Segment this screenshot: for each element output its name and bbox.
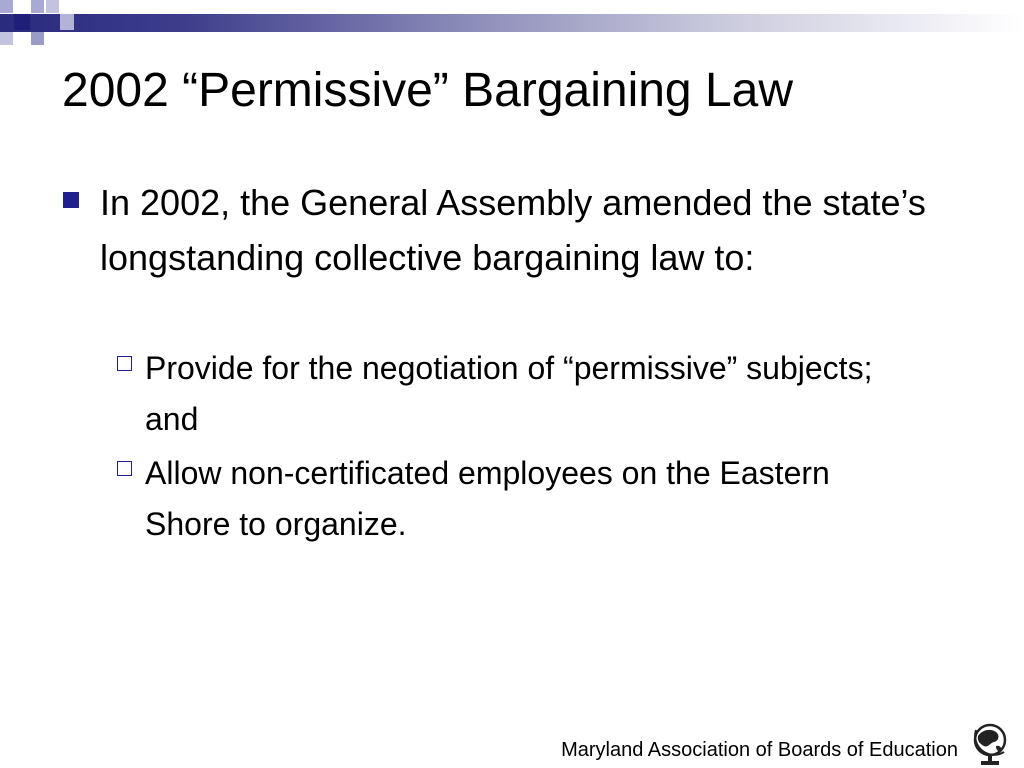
globe-icon bbox=[970, 722, 1010, 766]
bullet-item bbox=[63, 175, 953, 285]
hollow-square-bullet-icon bbox=[117, 461, 132, 476]
sub-bullet-item bbox=[117, 448, 917, 550]
decor-square-light bbox=[0, 32, 13, 45]
header-gradient-bar bbox=[0, 14, 1024, 32]
hollow-square-bullet-icon bbox=[117, 356, 132, 371]
decor-square-light bbox=[0, 0, 13, 13]
sub-bullet-text: Provide for the negotiation of “permissive” subjects; and bbox=[145, 350, 873, 437]
decor-square-light bbox=[31, 0, 44, 13]
decor-square-light bbox=[46, 0, 59, 13]
decor-square-light bbox=[31, 32, 44, 45]
sub-bullet-text: Allow non-certificated employees on the Eastern Shore to organize. bbox=[145, 455, 830, 542]
sub-bullet-item bbox=[117, 343, 917, 445]
slide-title: 2002 “Permissive” Bargaining Law bbox=[62, 64, 794, 117]
footer-organization: Maryland Association of Boards of Education bbox=[561, 739, 958, 761]
bullet-text: In 2002, the General Assembly amended the state’s longstanding collective bargaining law to: bbox=[100, 182, 926, 278]
decor-square-dark bbox=[14, 14, 30, 30]
decor-square-light bbox=[60, 14, 74, 30]
square-bullet-icon bbox=[63, 192, 79, 208]
